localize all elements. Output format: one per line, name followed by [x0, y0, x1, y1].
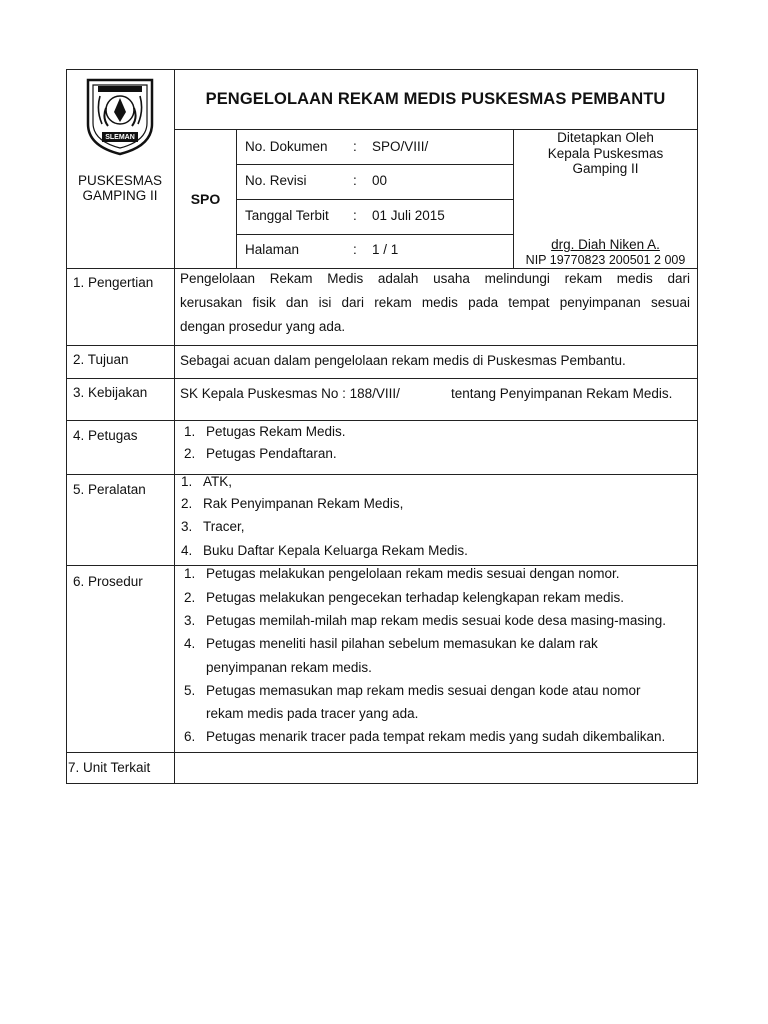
- meta-separator: :: [353, 139, 357, 154]
- logo-text: SLEMAN: [105, 134, 135, 141]
- approver-name: drg. Diah Niken A.: [551, 237, 660, 252]
- section-text-line: Pengelolaan Rekam Medis adalah usaha melindungi rekam medis dari: [180, 271, 690, 286]
- section-text-line: kerusakan fisik dan isi dari rekam medis pada tempat penyimpanan sesuai: [180, 295, 690, 310]
- spo-column-divider: [236, 129, 237, 268]
- list-text: Petugas melakukan pengecekan terhadap kelengkapan rekam medis.: [206, 590, 625, 605]
- list-text: Tracer,: [203, 519, 245, 534]
- section-label: 6. Prosedur: [73, 574, 143, 589]
- list-text-continuation: penyimpanan rekam medis.: [206, 660, 372, 675]
- row-divider-4: [66, 474, 698, 475]
- list-text: Petugas Pendaftaran.: [206, 446, 337, 461]
- list-text: Petugas melakukan pengelolaan rekam medis sesuai dengan nomor.: [206, 566, 620, 581]
- list-number: 2.: [184, 590, 196, 605]
- list-number: 3.: [181, 519, 193, 534]
- section-text-part-b: tentang Penyimpanan Rekam Medis.: [451, 386, 673, 401]
- approval-line-3: Gamping II: [572, 161, 639, 176]
- meta-value: SPO/VIII/: [372, 139, 429, 154]
- institution-name-line-2: GAMPING II: [82, 188, 158, 203]
- approver-nip: NIP 19770823 200501 2 009: [525, 253, 686, 267]
- section-label: 4. Petugas: [73, 428, 138, 443]
- section-label: 5. Peralatan: [73, 482, 146, 497]
- list-number: 1.: [181, 474, 193, 489]
- table-border-top: [66, 69, 698, 70]
- approval-line-1: Ditetapkan Oleh: [557, 130, 654, 145]
- list-number: 3.: [184, 613, 196, 628]
- list-number: 1.: [184, 424, 196, 439]
- list-text-continuation: rekam medis pada tracer yang ada.: [206, 706, 419, 721]
- section-label: 2. Tujuan: [73, 352, 129, 367]
- meta-value: 01 Juli 2015: [372, 208, 445, 223]
- list-number: 2.: [181, 496, 193, 511]
- list-number: 2.: [184, 446, 196, 461]
- meta-label: Halaman: [245, 242, 300, 257]
- list-text: Petugas menarik tracer pada tempat rekam medis yang sudah dikembalikan.: [206, 729, 666, 744]
- meta-divider-2: [236, 199, 513, 200]
- doc-type-label: SPO: [190, 191, 221, 207]
- list-text: Petugas Rekam Medis.: [206, 424, 346, 439]
- document-title: PENGELOLAAN REKAM MEDIS PUSKESMAS PEMBANTU: [205, 90, 666, 108]
- table-border-right: [697, 69, 698, 784]
- list-text: Petugas memasukan map rekam medis sesuai dengan kode atau nomor: [206, 683, 641, 698]
- approval-line-2: Kepala Puskesmas: [547, 146, 664, 161]
- meta-divider-1: [236, 164, 513, 165]
- meta-label: No. Revisi: [245, 173, 307, 188]
- list-number: 6.: [184, 729, 196, 744]
- meta-divider-3: [236, 234, 513, 235]
- meta-value: 00: [372, 173, 388, 188]
- row-divider-1: [66, 345, 698, 346]
- list-text: Petugas memilah-milah map rekam medis sesuai kode desa masing-masing.: [206, 613, 666, 628]
- section-text-line: dengan prosedur yang ada.: [180, 319, 346, 334]
- section-label: 7. Unit Terkait: [68, 760, 151, 775]
- meta-value: 1 / 1: [372, 242, 399, 257]
- institution-name-line-1: PUSKESMAS: [77, 173, 163, 188]
- list-number: 4.: [181, 543, 193, 558]
- row-divider-6: [66, 752, 698, 753]
- section-label: 3. Kebijakan: [73, 385, 148, 400]
- list-text: Buku Daftar Kepala Keluarga Rekam Medis.: [203, 543, 468, 558]
- list-text: Rak Penyimpanan Rekam Medis,: [203, 496, 404, 511]
- list-number: 1.: [184, 566, 196, 581]
- label-column-divider: [174, 69, 175, 784]
- row-divider-3: [66, 420, 698, 421]
- meta-label: No. Dokumen: [245, 139, 328, 154]
- table-border-bottom: [66, 783, 698, 784]
- meta-separator: :: [353, 208, 357, 223]
- list-number: 4.: [184, 636, 196, 651]
- meta-label: Tanggal Terbit: [245, 208, 329, 223]
- meta-separator: :: [353, 173, 357, 188]
- list-number: 5.: [184, 683, 196, 698]
- sleman-regency-emblem-icon: [82, 74, 158, 158]
- section-text-part-a: SK Kepala Puskesmas No : 188/VIII/: [180, 386, 400, 401]
- row-divider-2: [66, 378, 698, 379]
- section-text: Sebagai acuan dalam pengelolaan rekam medis di Puskesmas Pembantu.: [180, 353, 626, 368]
- list-text: ATK,: [203, 474, 233, 489]
- section-label: 1. Pengertian: [73, 275, 154, 290]
- list-text: Petugas meneliti hasil pilahan sebelum memasukan ke dalam rak: [206, 636, 598, 651]
- meta-separator: :: [353, 242, 357, 257]
